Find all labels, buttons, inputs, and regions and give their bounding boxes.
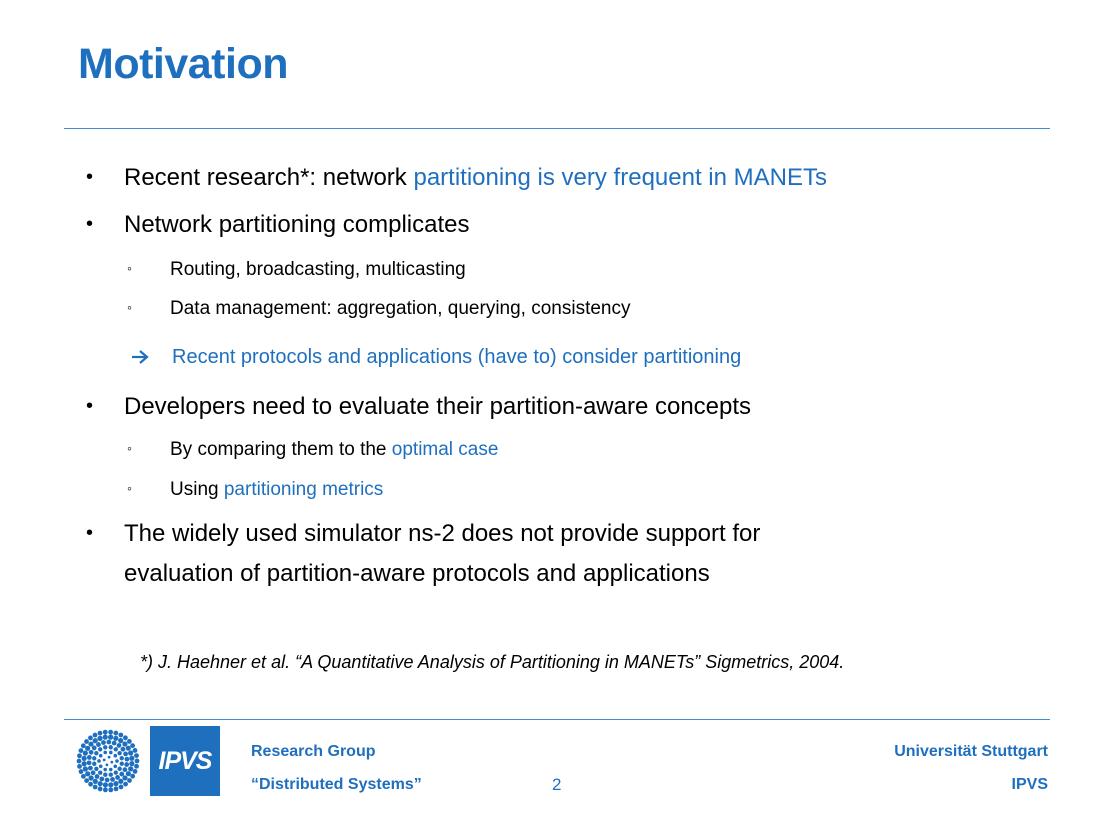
bullet-text: Recent research*: network	[124, 164, 414, 191]
sub-bullet-highlight: optimal case	[391, 439, 499, 460]
research-group-name: “Distributed Systems”	[251, 776, 422, 793]
bullet-dot: •	[86, 395, 94, 417]
university-logo-dots	[74, 727, 142, 795]
sub-bullet-optimal	[170, 439, 498, 461]
bullet-dot: •	[86, 522, 94, 544]
sub-bullet-marker: ◦	[127, 299, 132, 315]
slide-title: Motivation	[78, 40, 288, 88]
page-number: 2	[552, 775, 562, 794]
sub-bullet-metrics	[170, 479, 383, 501]
ipvs-logo-text: IPVS	[158, 746, 212, 775]
institute-name: IPVS	[1011, 776, 1048, 793]
bullet-item-complicates: Network partitioning complicates	[124, 211, 470, 238]
bullet-dot: •	[86, 213, 94, 235]
sub-bullet-text: Using	[170, 479, 224, 500]
sub-bullet-highlight: partitioning metrics	[223, 479, 384, 500]
title-divider	[64, 128, 1050, 129]
bullet-item-developers: Developers need to evaluate their partition-aware concepts	[124, 393, 752, 420]
footnote-citation: *) J. Haehner et al. “A Quantitative Analysis of Partitioning in MANETs” Sigmetrics, 2004.	[140, 652, 845, 672]
bullet-item-research	[124, 164, 827, 192]
footer-divider	[64, 719, 1050, 720]
sub-bullet-routing: Routing, broadcasting, multicasting	[170, 259, 466, 280]
bullet-highlight: partitioning is very frequent in MANETs	[413, 164, 827, 191]
university-name: Universität Stuttgart	[894, 743, 1048, 760]
sub-bullet-text: By comparing them to the	[170, 439, 392, 460]
sub-bullet-marker: ◦	[127, 440, 132, 456]
bullet-dot: •	[86, 166, 94, 188]
conclusion-text: Recent protocols and applications (have to) consider partitioning	[172, 346, 742, 368]
sub-bullet-marker: ◦	[127, 480, 132, 496]
sub-bullet-marker: ◦	[127, 260, 132, 276]
bullet-item-ns2-line2: evaluation of partition-aware protocols and applications	[124, 560, 710, 587]
sub-bullet-data-management: Data management: aggregation, querying, consistency	[170, 298, 631, 319]
arrow-right-icon	[131, 349, 149, 365]
research-group-label: Research Group	[251, 743, 376, 760]
bullet-item-ns2-line1: The widely used simulator ns-2 does not provide support for	[124, 520, 761, 547]
ipvs-logo	[150, 726, 220, 796]
